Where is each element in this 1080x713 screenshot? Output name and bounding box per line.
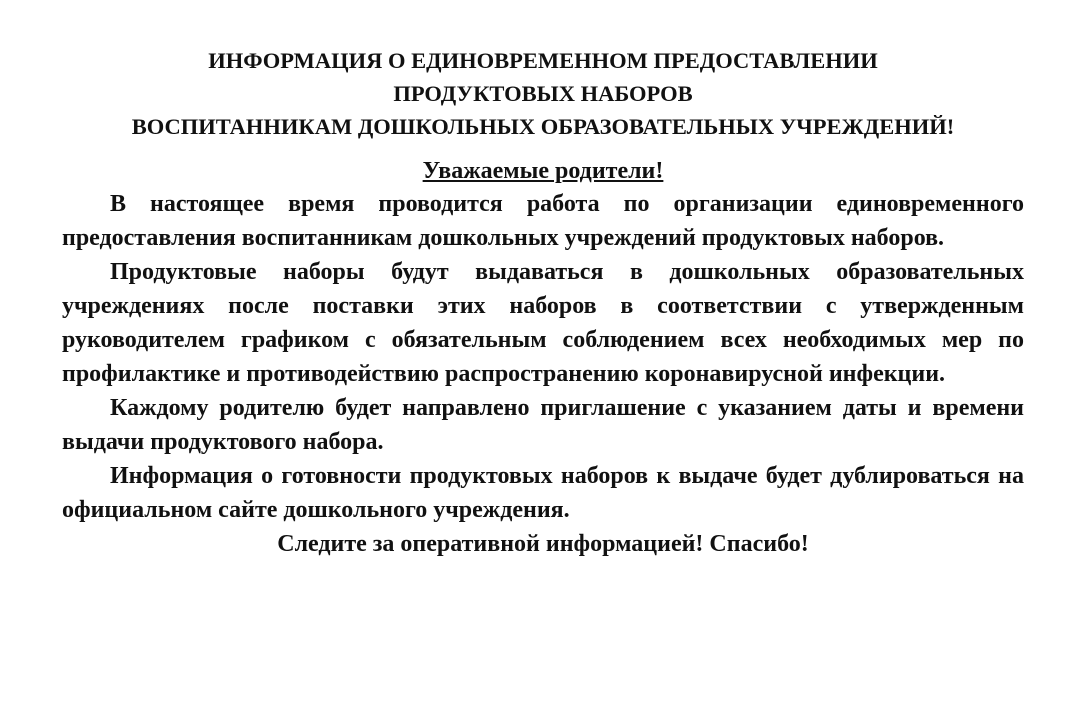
title-line-3: ВОСПИТАННИКАМ ДОШКОЛЬНЫХ ОБРАЗОВАТЕЛЬНЫХ УЧРЕЖДЕНИЙ!: [131, 114, 955, 139]
title-line-1: ИНФОРМАЦИЯ О ЕДИНОВРЕМЕННОМ ПРЕДОСТАВЛЕНИИ: [208, 48, 878, 73]
document-title: [62, 44, 1024, 143]
paragraph-1: В настоящее время проводится работа по организации единовременного предоставления воспитанникам дошкольных учреждений продуктовых наборов.: [62, 191, 1024, 251]
paragraph-4: Информация о готовности продуктовых наборов к выдаче будет дублироваться на официальном сайте дошкольного учреждения.: [62, 463, 1024, 523]
paragraph-3: Каждому родителю будет направлено приглашение с указанием даты и времени выдачи продуктового набора.: [62, 395, 1024, 455]
greeting: Уважаемые родители!: [422, 158, 664, 184]
paragraph-2: Продуктовые наборы будут выдаваться в дошкольных образовательных учреждениях после поставки этих наборов в соответствии с утвержденным руководителем графиком с обязательным соблюдением всех необходимых мер по профилактике и противодействию распространению коронавирусной инфекции.: [62, 259, 1024, 387]
document-page: [62, 44, 1024, 561]
closing-line: Следите за оперативной информацией! Спасибо!: [277, 531, 809, 557]
title-line-2: ПРОДУКТОВЫХ НАБОРОВ: [393, 81, 693, 106]
